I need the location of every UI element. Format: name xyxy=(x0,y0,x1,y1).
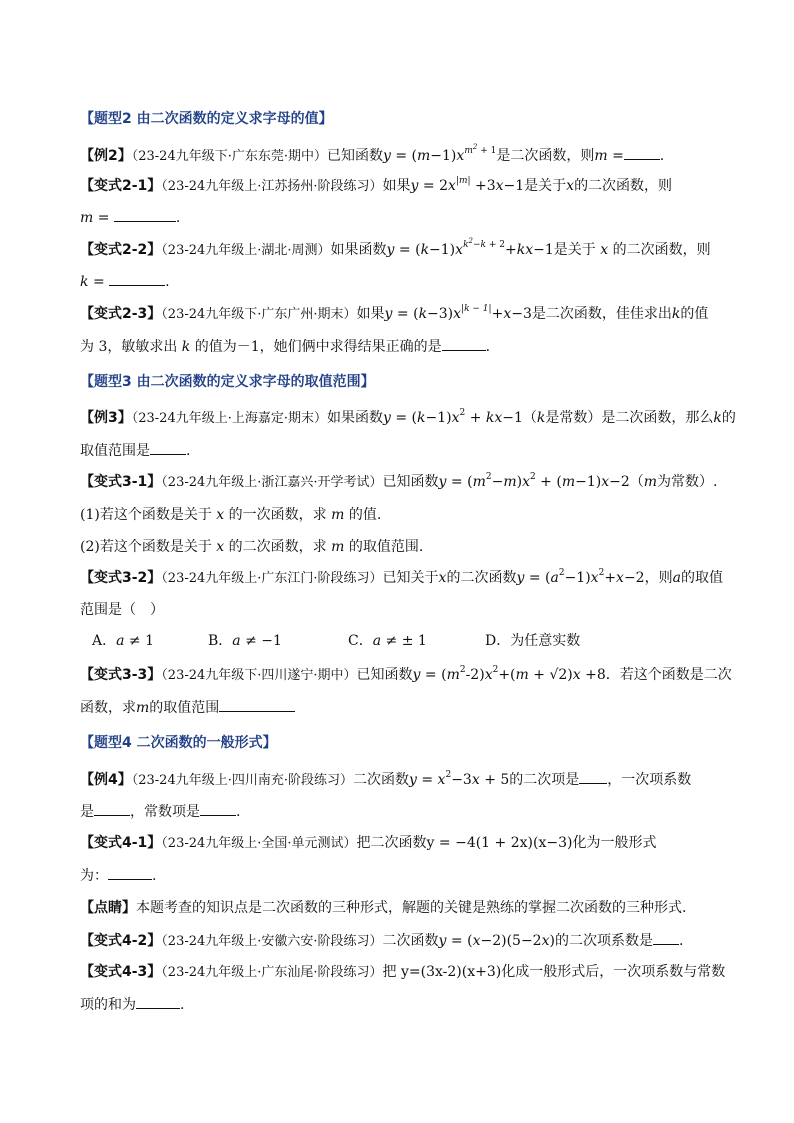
answer-blank[interactable] xyxy=(579,769,607,784)
source-note: （23-24九年级上·湖北·周测） xyxy=(161,243,331,258)
variant-tag: 【变式4-2】 xyxy=(80,933,162,949)
variant-3-3-cont: 函数，求m的取值范围 xyxy=(80,697,295,718)
answer-blank[interactable] xyxy=(108,865,152,880)
variant-3-1-q2: (2)若这个函数是关于 x 的二次函数，求 m 的取值范围. xyxy=(80,539,424,555)
section-heading-type2: 【题型2 由二次函数的定义求字母的值】 xyxy=(80,111,333,127)
variant-2-2: 【变式2-2】（23-24九年级上·湖北·周测）如果函数$y = (k-1)x^{k^2-k + 2}+kx-1$是关于 x 的二次函数，则 xyxy=(80,237,711,258)
source-note: （23-24九年级上·四川南充·阶段练习） xyxy=(131,773,353,788)
example-3-cont: 取值范围是 . xyxy=(80,440,190,461)
variant-tag: 【变式3-2】 xyxy=(80,570,162,586)
variant-4-3-cont: 项的和为 . xyxy=(80,994,184,1015)
variant-4-1: 【变式4-1】（23-24九年级上·全国·单元测试）把二次函数y = −4(1 + 2x)(x−3)化为一般形式 xyxy=(80,835,657,851)
answer-blank[interactable] xyxy=(200,801,236,816)
formula: y = −4(1 + 2x)(x−3) xyxy=(426,835,573,851)
formula: $y = (k-3)x^{|k - 1|}+x-3$ xyxy=(384,304,532,322)
example-tag: 【例3】 xyxy=(80,410,132,426)
variant-tag: 【变式2-2】 xyxy=(80,242,162,258)
answer-blank[interactable] xyxy=(136,994,180,1009)
source-note: （23-24九年级上·江苏扬州·阶段练习） xyxy=(161,179,383,194)
source-note: （23-24九年级上·广东江门·阶段练习） xyxy=(161,571,383,586)
formula: $y = (m^2-2)x^2+(m + √2)x +8$ xyxy=(412,665,606,683)
variant-3-2-cont: 范围是（ ） xyxy=(80,602,164,618)
formula: $y = (a^2-1)x^2+x-2$ xyxy=(516,568,645,586)
formula: y = (x−2)(5−2x) xyxy=(438,933,555,949)
answer-blank[interactable] xyxy=(94,801,130,816)
source-note: （23-24九年级上·广东汕尾·阶段练习） xyxy=(161,965,383,980)
example-tag: 【例2】 xyxy=(80,148,132,164)
variant-tag: 【变式3-1】 xyxy=(80,474,162,490)
variant-4-3: 【变式4-3】（23-24九年级上·广东汕尾·阶段练习）把 y=(3x-2)(x+3)化成一般形式后，一次项系数与常数 xyxy=(80,964,726,980)
answer-blank[interactable] xyxy=(624,145,660,160)
variant-2-3-cont: 为 3，敏敏求出 k 的值为－1，她们俩中求得结果正确的是 . xyxy=(80,336,490,357)
answer-blank[interactable] xyxy=(219,697,295,712)
answer-blank[interactable] xyxy=(442,336,486,351)
variant-2-2-cont: k = . xyxy=(80,271,170,292)
example-4: 【例4】（23-24九年级上·四川南充·阶段练习）二次函数$y = x^2-3x + 5$的二次项是 ，一次项系数 xyxy=(80,770,692,788)
source-note: （23-24九年级上·全国·单元测试） xyxy=(161,836,357,851)
source-note: （23-24九年级下·四川遂宁·期中） xyxy=(161,668,357,683)
example-2: 【例2】（23-24九年级下·广东东莞·期中）已知函数$y = (m-1)x^{m^2 + 1}$是二次函数，则m = . xyxy=(80,143,665,164)
answer-blank[interactable] xyxy=(114,207,176,222)
formula: $y = (m-1)x^{m^2 + 1}$ xyxy=(383,143,497,164)
variant-3-1-q1: (1)若这个函数是关于 x 的一次函数，求 m 的值. xyxy=(80,507,382,523)
option-d[interactable]: D．为任意实数 xyxy=(485,633,581,649)
source-note: （23-24九年级上·上海嘉定·期末） xyxy=(131,411,327,426)
variant-tag: 【变式2-3】 xyxy=(80,306,162,322)
option-a[interactable]: A．a ≠ 1 xyxy=(92,633,155,649)
variant-4-1-cont: 为： . xyxy=(80,865,156,886)
example-tag: 【例4】 xyxy=(80,772,132,788)
formula: $y = 2x^{|m|} +3x-1$ xyxy=(410,176,525,194)
answer-blank[interactable] xyxy=(109,271,165,286)
example-4-cont: 是 ，常数项是 . xyxy=(80,801,240,822)
variant-tag: 【变式2-1】 xyxy=(80,178,162,194)
source-note: （23-24九年级上·安徽六安·阶段练习） xyxy=(161,934,383,949)
source-note: （23-24九年级上·浙江嘉兴·开学考试） xyxy=(161,475,383,490)
formula: $y = x^2-3x + 5$ xyxy=(409,770,510,788)
variant-3-1: 【变式3-1】（23-24九年级上·浙江嘉兴·开学考试）已知函数$y = (m^2-m)x^2 + (m-1)x-2(m$为常数）. xyxy=(80,472,718,490)
formula: $y = (k-1)x^2 + kx-1$ xyxy=(383,408,523,426)
formula: $y = (m^2-m)x^2 + (m-1)x-2$ xyxy=(438,472,630,490)
source-note: （23-24九年级下·广东东莞·期中） xyxy=(131,149,327,164)
variant-2-1-cont: m = . xyxy=(80,207,180,228)
variant-tag: 【变式4-1】 xyxy=(80,835,162,851)
source-note: （23-24九年级下·广东广州·期末） xyxy=(161,307,357,322)
variant-3-2: 【变式3-2】（23-24九年级上·广东江门·阶段练习）已知关于x的二次函数$y = (a^2-1)x^2+x-2$，则a的取值 xyxy=(80,568,723,586)
note: 【点睛】本题考查的知识点是二次函数的三种形式，解题的关键是熟练的掌握二次函数的三种形式. xyxy=(80,900,687,916)
variant-tag: 【变式3-3】 xyxy=(80,667,162,683)
variant-4-2: 【变式4-2】（23-24九年级上·安徽六安·阶段练习）二次函数y = (x−2)(5−2x)的二次项系数是 . xyxy=(80,930,683,952)
formula: $y = (k-1)x^{k^2-k + 2}+kx-1$ xyxy=(386,237,554,258)
answer-blank[interactable] xyxy=(653,930,679,945)
section-heading-type4: 【题型4 二次函数的一般形式】 xyxy=(80,735,277,751)
example-3: 【例3】（23-24九年级上·上海嘉定·期末）如果函数$y = (k-1)x^2 + kx-1(k$是常数）是二次函数，那么k的 xyxy=(80,408,736,426)
variant-tag: 【变式4-3】 xyxy=(80,964,162,980)
option-c[interactable]: C．a ≠ ± 1 xyxy=(348,633,427,649)
answer-blank[interactable] xyxy=(150,440,186,455)
section-heading-type3: 【题型3 由二次函数的定义求字母的取值范围】 xyxy=(80,374,375,390)
variant-2-3: 【变式2-3】（23-24九年级下·广东广州·期末）如果$y = (k-3)x^{|k - 1|}+x-3$是二次函数，佳佳求出k的值 xyxy=(80,304,709,322)
variant-3-3: 【变式3-3】（23-24九年级下·四川遂宁·期中）已知函数$y = (m^2-2)x^2+(m + √2)x +8$．若这个函数是二次 xyxy=(80,665,732,683)
variant-2-1: 【变式2-1】（23-24九年级上·江苏扬州·阶段练习）如果$y = 2x^{|m|} +3x-1$是关于x的二次函数，则 xyxy=(80,176,673,194)
note-tag: 【点睛】 xyxy=(80,900,136,916)
option-b[interactable]: B．a ≠ −1 xyxy=(208,633,282,649)
